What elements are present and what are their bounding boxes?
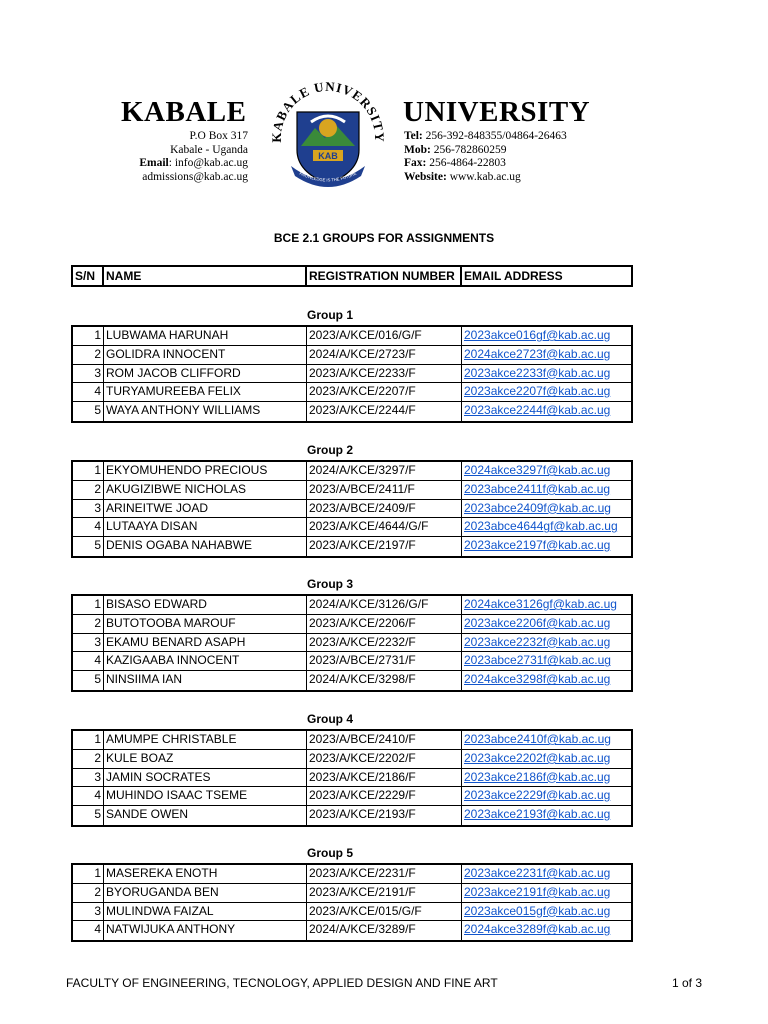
- registration-number-cell: 2023/A/KCE/2206/F: [307, 615, 462, 633]
- serial-number-cell: 3: [73, 769, 104, 787]
- footer-page-number: 1 of 3: [671, 976, 702, 990]
- name-cell: ROM JACOB CLIFFORD: [104, 365, 307, 383]
- group-table: [71, 594, 633, 692]
- email-link[interactable]: 2024akce3289f@kab.ac.ug: [464, 922, 611, 937]
- name-cell: AKUGIZIBWE NICHOLAS: [104, 481, 307, 499]
- table-row: [73, 500, 631, 519]
- logo-sun: [319, 119, 337, 137]
- table-row: [73, 327, 631, 346]
- serial-number-cell: 3: [73, 903, 104, 921]
- group-label: Group 3: [307, 577, 354, 591]
- registration-number-cell: 2023/A/BCE/2411/F: [307, 481, 462, 499]
- table-row: [73, 383, 631, 402]
- col-name-header: NAME: [104, 267, 307, 285]
- email-link[interactable]: 2023akce2244f@kab.ac.ug: [464, 403, 611, 418]
- document-title: BCE 2.1 GROUPS FOR ASSIGNMENTS: [273, 231, 495, 245]
- registration-number-cell: 2024/A/KCE/2723/F: [307, 346, 462, 364]
- name-cell: BYORUGANDA BEN: [104, 884, 307, 902]
- serial-number-cell: 1: [73, 462, 104, 480]
- email-link[interactable]: 2023akce2232f@kab.ac.ug: [464, 634, 611, 649]
- table-row: [73, 481, 631, 500]
- email-link[interactable]: 2024akce3126gf@kab.ac.ug: [464, 597, 617, 611]
- table-row: [73, 537, 631, 556]
- table-row: [73, 769, 631, 788]
- email-link[interactable]: 2023abce2731f@kab.ac.ug: [464, 653, 611, 668]
- fax-value: 256-4864-22803: [426, 157, 506, 170]
- table-row: [73, 731, 631, 750]
- email-link[interactable]: 2023abce2409f@kab.ac.ug: [464, 500, 611, 515]
- table-row: [73, 921, 631, 940]
- col-email-header: EMAIL ADDRESS: [464, 269, 563, 283]
- name-cell: NINSIIMA IAN: [104, 671, 307, 690]
- serial-number-cell: 3: [73, 365, 104, 383]
- registration-number-cell: 2023/A/KCE/015/G/F: [307, 903, 462, 921]
- registration-number-cell: 2023/A/KCE/2197/F: [307, 537, 462, 556]
- table-row: [73, 787, 631, 806]
- serial-number-cell: 1: [73, 731, 104, 749]
- logo-arc-text: KABALE UNIVERSITY: [268, 78, 388, 143]
- name-cell: KAZIGAABA INNOCENT: [104, 652, 307, 670]
- email-label: Email: [139, 157, 169, 170]
- serial-number-cell: 3: [73, 500, 104, 518]
- table-row: [73, 865, 631, 884]
- mob-line: [404, 144, 567, 158]
- registration-number-cell: 2023/A/KCE/2193/F: [307, 806, 462, 825]
- serial-number-cell: 2: [73, 884, 104, 902]
- name-cell: NATWIJUKA ANTHONY: [104, 921, 307, 940]
- name-cell: ARINEITWE JOAD: [104, 500, 307, 518]
- registration-number-cell: 2023/A/KCE/016/G/F: [307, 327, 462, 345]
- serial-number-cell: 5: [73, 537, 104, 556]
- email-link[interactable]: 2023akce015gf@kab.ac.ug: [464, 903, 611, 918]
- tel-label: Tel:: [404, 130, 423, 142]
- table-row: [73, 634, 631, 653]
- logo-shield-text: KAB: [318, 151, 338, 161]
- email-link[interactable]: 2023akce2197f@kab.ac.ug: [464, 538, 611, 553]
- logo-motto: KNOWLEDGE IS THE FUTURE: [298, 170, 358, 183]
- serial-number-cell: 5: [73, 402, 104, 421]
- serial-number-cell: 2: [73, 750, 104, 768]
- town: Kabale - Uganda: [170, 143, 248, 156]
- name-cell: MASEREKA ENOTH: [104, 865, 307, 883]
- email-link[interactable]: 2023akce2202f@kab.ac.ug: [464, 750, 611, 765]
- name-cell: JAMIN SOCRATES: [104, 769, 307, 787]
- serial-number-cell: 4: [73, 921, 104, 940]
- group-label: Group 1: [307, 308, 354, 322]
- group-table: [71, 863, 633, 942]
- website-value: www.kab.ac.ug: [446, 170, 521, 183]
- table-row: [73, 346, 631, 365]
- email-link[interactable]: 2024akce3297f@kab.ac.ug: [464, 463, 611, 477]
- group-table: [71, 729, 633, 827]
- fax-label: Fax:: [404, 157, 427, 170]
- email-link[interactable]: 2023akce2191f@kab.ac.ug: [464, 884, 611, 899]
- registration-number-cell: 2023/A/KCE/2207/F: [307, 383, 462, 401]
- group-label: Group 2: [307, 443, 354, 457]
- serial-number-cell: 1: [73, 865, 104, 883]
- group-label: Group 5: [307, 846, 354, 860]
- name-cell: BUTOTOOBA MAROUF: [104, 615, 307, 633]
- email-link[interactable]: 2023akce2207f@kab.ac.ug: [464, 384, 611, 399]
- name-cell: AMUMPE CHRISTABLE: [104, 731, 307, 749]
- serial-number-cell: 3: [73, 634, 104, 652]
- table-row: [73, 806, 631, 825]
- registration-number-cell: 2023/A/KCE/2244/F: [307, 402, 462, 421]
- table-row: [73, 652, 631, 671]
- university-name-right: UNIVERSITY: [403, 96, 591, 128]
- tel-value: 256-392-848355/04864-26463: [422, 130, 567, 142]
- registration-number-cell: 2024/A/KCE/3298/F: [307, 671, 462, 690]
- email-link[interactable]: 2023akce2229f@kab.ac.ug: [464, 788, 611, 803]
- name-cell: KULE BOAZ: [104, 750, 307, 768]
- serial-number-cell: 5: [73, 671, 104, 690]
- email-link[interactable]: 2023akce2186f@kab.ac.ug: [464, 769, 611, 784]
- website-line: [404, 171, 567, 185]
- group-table: [71, 460, 633, 558]
- registration-number-cell: 2023/A/KCE/4644/G/F: [307, 518, 462, 536]
- group-label: Group 4: [307, 712, 354, 726]
- name-cell: MUHINDO ISAAC TSEME: [104, 787, 307, 805]
- contact-block: [404, 130, 567, 184]
- col-sn-header: S/N: [73, 267, 104, 285]
- name-cell: WAYA ANTHONY WILLIAMS: [104, 402, 307, 421]
- footer-faculty: FACULTY OF ENGINEERING, TECNOLOGY, APPLIED DESIGN AND FINE ART: [66, 976, 498, 990]
- address-block: [139, 130, 248, 184]
- table-row: [73, 615, 631, 634]
- mob-value: 256-782860259: [430, 143, 507, 156]
- table-row: [73, 462, 631, 481]
- serial-number-cell: 1: [73, 596, 104, 614]
- group-table: [71, 325, 633, 423]
- name-cell: BISASO EDWARD: [104, 596, 307, 614]
- email-link[interactable]: 2023akce2206f@kab.ac.ug: [464, 615, 611, 630]
- email-link[interactable]: 2023akce2233f@kab.ac.ug: [464, 365, 611, 380]
- serial-number-cell: 2: [73, 481, 104, 499]
- name-cell: EKAMU BENARD ASAPH: [104, 634, 307, 652]
- table-row: [73, 402, 631, 421]
- registration-number-cell: 2024/A/KCE/3126/G/F: [307, 596, 462, 614]
- email-link[interactable]: 2023abce2410f@kab.ac.ug: [464, 732, 611, 746]
- serial-number-cell: 4: [73, 652, 104, 670]
- table-row: [73, 884, 631, 903]
- registration-number-cell: 2023/A/KCE/2232/F: [307, 634, 462, 652]
- registration-number-cell: 2023/A/BCE/2409/F: [307, 500, 462, 518]
- serial-number-cell: 4: [73, 518, 104, 536]
- col-reg-header: REGISTRATION NUMBER: [307, 267, 462, 285]
- table-row: [73, 596, 631, 615]
- admissions-email: admissions@kab.ac.ug: [142, 170, 248, 183]
- table-row: [73, 671, 631, 690]
- tel-line: [404, 130, 567, 144]
- po-box: P.O Box 317: [189, 130, 248, 142]
- serial-number-cell: 4: [73, 383, 104, 401]
- registration-number-cell: 2023/A/KCE/2191/F: [307, 884, 462, 902]
- name-cell: DENIS OGABA NAHABWE: [104, 537, 307, 556]
- mob-label: Mob:: [404, 143, 431, 156]
- registration-number-cell: 2024/A/KCE/3289/F: [307, 921, 462, 940]
- registration-number-cell: 2023/A/BCE/2731/F: [307, 652, 462, 670]
- name-cell: GOLIDRA INNOCENT: [104, 346, 307, 364]
- email-link[interactable]: 2023akce2231f@kab.ac.ug: [464, 866, 611, 880]
- name-cell: SANDE OWEN: [104, 806, 307, 825]
- university-name-left: KABALE: [121, 96, 247, 128]
- email-link[interactable]: 2023akce016gf@kab.ac.ug: [464, 328, 611, 342]
- table-row: [73, 518, 631, 537]
- name-cell: LUBWAMA HARUNAH: [104, 327, 307, 345]
- email-link[interactable]: 2024akce3298f@kab.ac.ug: [464, 672, 611, 687]
- name-cell: TURYAMUREEBA FELIX: [104, 383, 307, 401]
- serial-number-cell: 5: [73, 806, 104, 825]
- university-logo: [263, 72, 393, 192]
- table-row: [73, 903, 631, 922]
- name-cell: MULINDWA FAIZAL: [104, 903, 307, 921]
- table-row: [73, 365, 631, 384]
- registration-number-cell: 2023/A/KCE/2233/F: [307, 365, 462, 383]
- email-link[interactable]: 2023abce4644gf@kab.ac.ug: [464, 519, 618, 534]
- registration-number-cell: 2023/A/BCE/2410/F: [307, 731, 462, 749]
- serial-number-cell: 2: [73, 615, 104, 633]
- serial-number-cell: 1: [73, 327, 104, 345]
- name-cell: EKYOMUHENDO PRECIOUS: [104, 462, 307, 480]
- website-label: Website:: [404, 170, 447, 183]
- registration-number-cell: 2023/A/KCE/2202/F: [307, 750, 462, 768]
- email-value: : info@kab.ac.ug: [168, 157, 248, 170]
- serial-number-cell: 4: [73, 787, 104, 805]
- email-link[interactable]: 2023akce2193f@kab.ac.ug: [464, 807, 611, 822]
- column-header-row: [71, 265, 633, 287]
- table-row: [73, 750, 631, 769]
- email-line: [139, 157, 248, 171]
- name-cell: LUTAAYA DISAN: [104, 518, 307, 536]
- email-link[interactable]: 2024akce2723f@kab.ac.ug: [464, 346, 611, 361]
- fax-line: [404, 157, 567, 171]
- email-link[interactable]: 2023abce2411f@kab.ac.ug: [464, 481, 611, 496]
- serial-number-cell: 2: [73, 346, 104, 364]
- registration-number-cell: 2024/A/KCE/3297/F: [307, 462, 462, 480]
- registration-number-cell: 2023/A/KCE/2186/F: [307, 769, 462, 787]
- registration-number-cell: 2023/A/KCE/2231/F: [307, 865, 462, 883]
- registration-number-cell: 2023/A/KCE/2229/F: [307, 787, 462, 805]
